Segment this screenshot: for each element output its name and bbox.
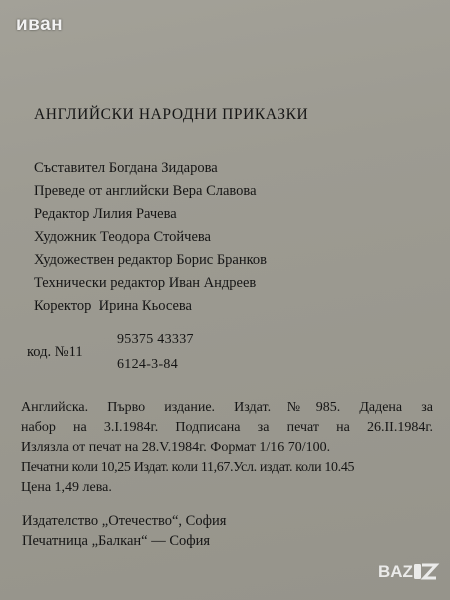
credit-compiler: Съставител Богдана Зидарова bbox=[34, 160, 218, 176]
credit-artist: Художник Теодора Стойчева bbox=[34, 229, 211, 245]
credit-technical-editor: Технически редактор Иван Андреев bbox=[34, 275, 257, 291]
credit-proofreader: Коректор Ирина Кьосева bbox=[34, 298, 192, 314]
code-label: код. №11 bbox=[27, 344, 83, 360]
code-number-1: 95375 43337 bbox=[117, 332, 194, 347]
publication-line-1: Английска. Първо издание. Издат.№985. Дадена за bbox=[21, 400, 433, 415]
svg-text:BAZ: BAZ bbox=[378, 562, 413, 581]
publication-line-3: Излязла от печат на 28.V.1984г. Формат 1/16 70/100. bbox=[21, 440, 331, 455]
bazar-logo bbox=[376, 556, 442, 586]
credit-art-editor: Художествен редактор Борис Бранков bbox=[34, 252, 268, 268]
publisher-line: Издателство „Отечество“, София bbox=[22, 513, 227, 529]
credit-editor: Редактор Лилия Рачева bbox=[34, 206, 177, 222]
user-watermark: иван bbox=[16, 14, 64, 35]
publication-line-4: Печатни коли 10,25 Издат. коли 11,67.Усл. издат. коли 10.45 bbox=[21, 460, 355, 475]
credit-translator: Преведе от английски Вера Славова bbox=[34, 183, 257, 199]
printing-house-line: Печатница „Балкан“ — София bbox=[22, 533, 211, 549]
code-number-2: 6124-3-84 bbox=[117, 357, 179, 372]
publication-line-5: Цена 1,49 лева. bbox=[21, 480, 112, 495]
book-title: АНГЛИЙСКИ НАРОДНИ ПРИКАЗКИ bbox=[34, 106, 309, 123]
publication-line-2: набор на 3.I.1984г. Подписана за печат на 26.II.1984г. bbox=[21, 420, 433, 435]
